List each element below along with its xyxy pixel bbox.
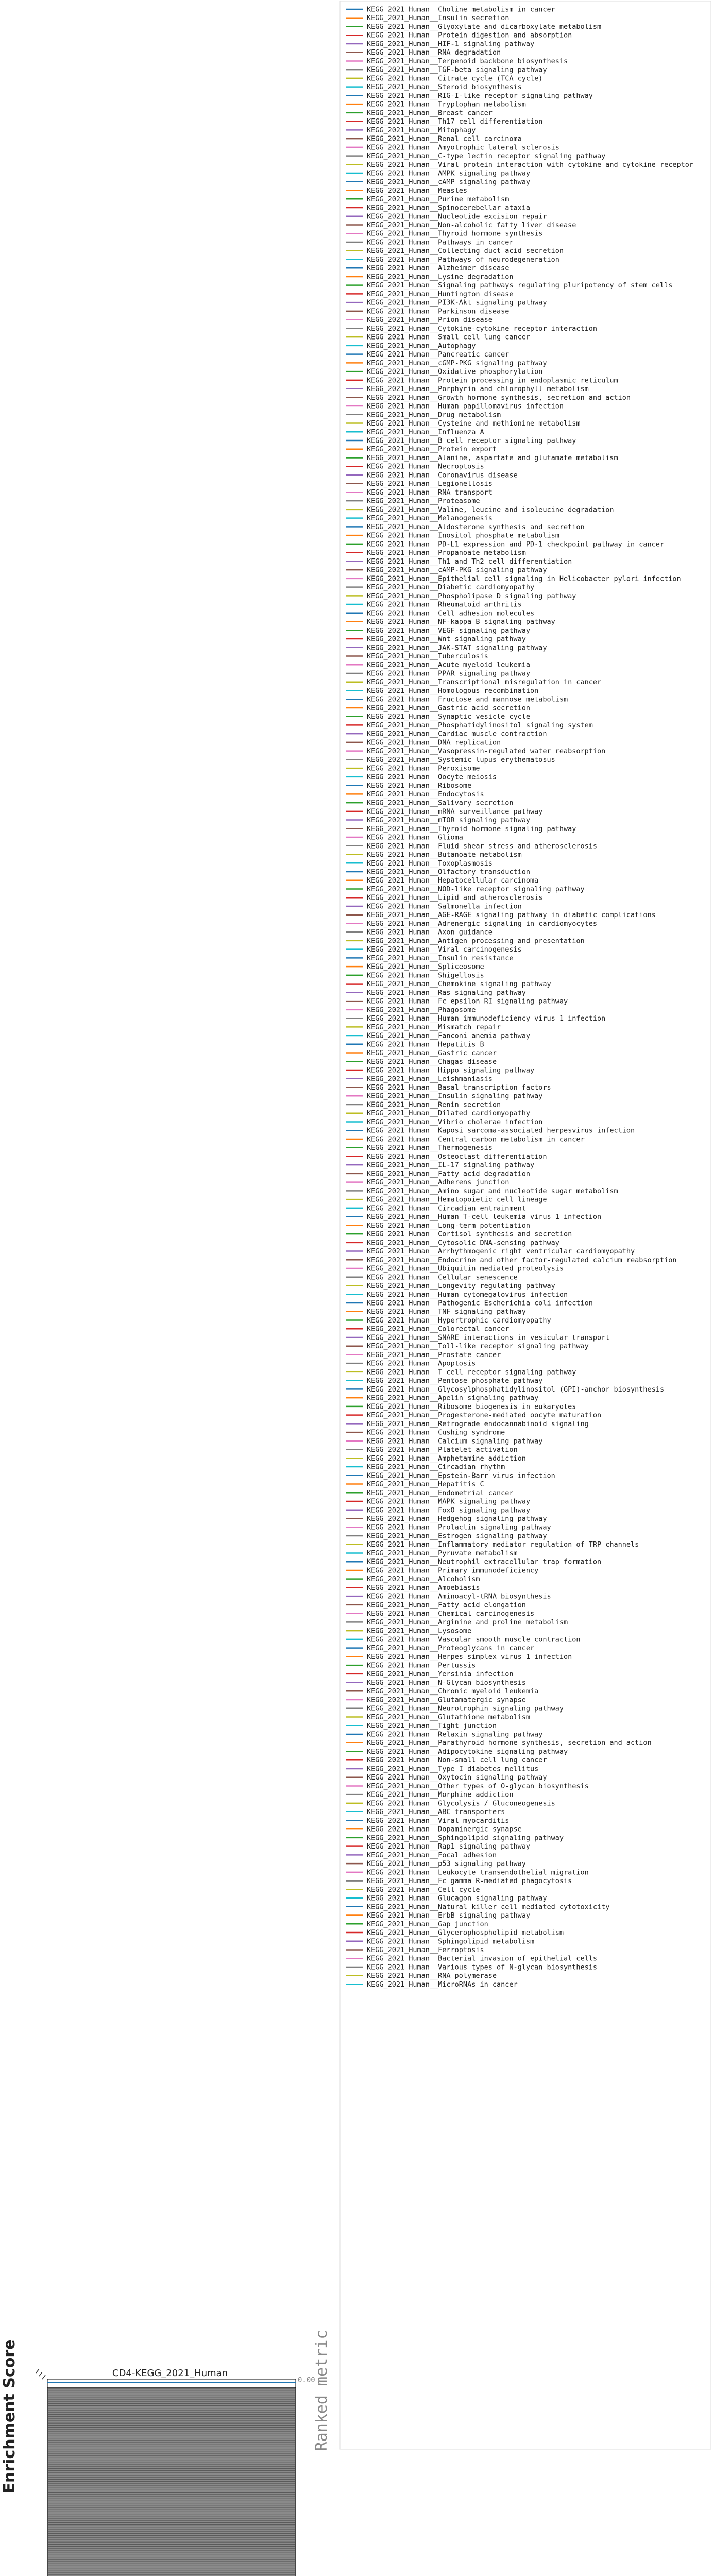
legend-entry: KEGG_2021_Human__PI3K-Akt signaling pathway [367,298,547,307]
legend-entry: KEGG_2021_Human__Human cytomegalovirus infection [367,1290,568,1299]
legend-entry: KEGG_2021_Human__Parathyroid hormone synthesis, secretion and action [367,1739,652,1748]
legend-entry: KEGG_2021_Human__Neutrophil extracellular trap formation [367,1557,602,1566]
legend-entry: KEGG_2021_Human__Glycosylphosphatidylinositol (GPI)-anchor biosynthesis [367,1385,665,1394]
legend-entry: KEGG_2021_Human__p53 signaling pathway [367,1859,526,1868]
legend-entry: KEGG_2021_Human__Cell adhesion molecules [367,609,535,618]
legend-entry: KEGG_2021_Human__Adrenergic signaling in cardiomyocytes [367,919,598,928]
legend-entry: KEGG_2021_Human__Glyoxylate and dicarboxylate metabolism [367,22,602,31]
legend-entry: KEGG_2021_Human__Non-alcoholic fatty liver disease [367,221,576,229]
legend-entry: KEGG_2021_Human__Measles [367,187,468,195]
legend-entry: KEGG_2021_Human__Protein export [367,445,497,454]
legend-entry: KEGG_2021_Human__Adherens junction [367,1178,510,1187]
legend-entry: KEGG_2021_Human__Thermogenesis [367,1144,493,1153]
legend-entry: KEGG_2021_Human__Alanine, aspartate and glutamate metabolism [367,453,618,462]
legend-entry: KEGG_2021_Human__Human papillomavirus infection [367,402,564,411]
legend-entry: KEGG_2021_Human__Chemokine signaling pathway [367,980,551,989]
y-tick [36,2369,39,2373]
legend-entry: KEGG_2021_Human__Salivary secretion [367,799,514,807]
legend-entry: KEGG_2021_Human__Natural killer cell mediated cytotoxicity [367,1903,610,1911]
legend-entry: KEGG_2021_Human__Hepatitis C [367,1480,484,1489]
legend-entry: KEGG_2021_Human__Systemic lupus erythematosus [367,755,555,764]
legend-entry: KEGG_2021_Human__TNF signaling pathway [367,1308,526,1316]
legend-entry: KEGG_2021_Human__FoxO signaling pathway [367,1506,530,1515]
legend-entry: KEGG_2021_Human__Morphine addiction [367,1790,514,1799]
legend-entry: KEGG_2021_Human__Cortisol synthesis and secretion [367,1230,572,1239]
legend-entry: KEGG_2021_Human__RNA polymerase [367,1972,497,1980]
legend-entry: KEGG_2021_Human__Diabetic cardiomyopathy [367,583,535,592]
legend-entry: KEGG_2021_Human__Tight junction [367,1721,497,1730]
legend-entry: KEGG_2021_Human__Epstein-Barr virus infection [367,1471,555,1480]
legend-entry: KEGG_2021_Human__Homologous recombination [367,686,539,695]
legend-entry: KEGG_2021_Human__Endocrine and other factor-regulated calcium reabsorption [367,1256,677,1264]
legend-entry: KEGG_2021_Human__Renal cell carcinoma [367,134,522,143]
legend-entry: KEGG_2021_Human__Growth hormone synthesis, secretion and action [367,393,631,402]
legend-entry: KEGG_2021_Human__Dilated cardiomyopathy [367,1109,530,1118]
legend-entry: KEGG_2021_Human__Relaxin signaling pathway [367,1730,543,1739]
legend-entry: KEGG_2021_Human__ErbB signaling pathway [367,1911,530,1920]
legend-entry: KEGG_2021_Human__Pancreatic cancer [367,350,510,359]
legend-entry: KEGG_2021_Human__Long-term potentiation [367,1221,530,1230]
legend-entry: KEGG_2021_Human__Gastric acid secretion [367,704,530,713]
legend-entry: KEGG_2021_Human__PPAR signaling pathway [367,669,530,678]
legend-entry: KEGG_2021_Human__Sphingolipid metabolism [367,1937,535,1946]
legend-entry: KEGG_2021_Human__Cysteine and methionine metabolism [367,419,581,428]
legend-entry: KEGG_2021_Human__ABC transporters [367,1808,505,1817]
legend-entry: KEGG_2021_Human__Tuberculosis [367,652,488,660]
legend-entry: KEGG_2021_Human__Bacterial invasion of epithelial cells [367,1954,598,1963]
legend-entry: KEGG_2021_Human__Osteoclast differentiation [367,1152,547,1161]
legend-entry: KEGG_2021_Human__Chemical carcinogenesis [367,1609,535,1618]
legend-entry: KEGG_2021_Human__Ubiquitin mediated proteolysis [367,1264,564,1273]
legend-entry: KEGG_2021_Human__Axon guidance [367,928,493,937]
enrichment-score-panel [47,2379,296,2387]
legend-entry: KEGG_2021_Human__Hypertrophic cardiomyopathy [367,1316,551,1325]
right-tick-label: 0.00 [298,2376,315,2384]
legend-entry: KEGG_2021_Human__Porphyrin and chlorophyll metabolism [367,385,589,394]
legend-entry: KEGG_2021_Human__Salmonella infection [367,902,522,911]
legend-entry: KEGG_2021_Human__Progesterone-mediated oocyte maturation [367,1411,602,1420]
legend-entry: KEGG_2021_Human__DNA replication [367,738,501,747]
legend-entry: KEGG_2021_Human__Pathways of neurodegeneration [367,255,559,264]
legend-entry: KEGG_2021_Human__Endocytosis [367,790,484,799]
legend-entry: KEGG_2021_Human__Shigellosis [367,971,484,980]
legend-entry: KEGG_2021_Human__Citrate cycle (TCA cycle) [367,74,543,83]
legend-entry: KEGG_2021_Human__Ribosome biogenesis in eukaryotes [367,1402,576,1411]
legend-entry: KEGG_2021_Human__Steroid biosynthesis [367,83,522,92]
legend-entry: KEGG_2021_Human__Ribosome [367,782,472,790]
legend-entry: KEGG_2021_Human__T cell receptor signaling pathway [367,1368,576,1377]
legend-entry: KEGG_2021_Human__Dopaminergic synapse [367,1825,522,1834]
legend-entry: KEGG_2021_Human__Prolactin signaling pathway [367,1523,551,1532]
legend-entry: KEGG_2021_Human__Vascular smooth muscle contraction [367,1635,581,1644]
legend-entry: KEGG_2021_Human__mTOR signaling pathway [367,816,530,825]
legend-entry: KEGG_2021_Human__Influenza A [367,428,484,436]
legend-entry: KEGG_2021_Human__Huntington disease [367,290,514,298]
legend-entry: KEGG_2021_Human__Human T-cell leukemia virus 1 infection [367,1213,602,1222]
legend-entry: KEGG_2021_Human__Gap junction [367,1920,488,1928]
legend-entry: KEGG_2021_Human__HIF-1 signaling pathway [367,40,535,48]
legend-entry: KEGG_2021_Human__Basal transcription factors [367,1083,551,1092]
legend-entry: KEGG_2021_Human__Pyruvate metabolism [367,1549,518,1557]
legend-entry: KEGG_2021_Human__Olfactory transduction [367,868,530,876]
legend-entry: KEGG_2021_Human__Lipid and atherosclerosis [367,893,543,902]
legend-entry: KEGG_2021_Human__VEGF signaling pathway [367,626,530,635]
legend-entry: KEGG_2021_Human__Synaptic vesicle cycle [367,713,530,721]
legend-entry: KEGG_2021_Human__Fanconi anemia pathway [367,1031,530,1040]
legend-entry: KEGG_2021_Human__B cell receptor signaling pathway [367,436,576,445]
legend-entry: KEGG_2021_Human__Protein digestion and absorption [367,31,572,40]
legend-entry: KEGG_2021_Human__Glycolysis / Gluconeogenesis [367,1799,555,1808]
legend-entry: KEGG_2021_Human__Th17 cell differentiation [367,117,543,126]
legend-entry: KEGG_2021_Human__Focal adhesion [367,1851,497,1859]
legend-entry: KEGG_2021_Human__SNARE interactions in vesicular transport [367,1333,610,1342]
legend-entry: KEGG_2021_Human__Kaposi sarcoma-associated herpesvirus infection [367,1126,635,1135]
legend-entry: KEGG_2021_Human__Wnt signaling pathway [367,635,526,643]
legend-entry: KEGG_2021_Human__Leukocyte transendothelial migration [367,1868,589,1877]
legend-entry: KEGG_2021_Human__Yersinia infection [367,1670,514,1679]
legend-entry: KEGG_2021_Human__Peroxisome [367,764,480,773]
legend-entry: KEGG_2021_Human__Nucleotide excision repair [367,212,547,221]
legend-entry: KEGG_2021_Human__Signaling pathways regulating pluripotency of stem cells [367,281,673,290]
legend-entry: KEGG_2021_Human__IL-17 signaling pathway [367,1161,535,1170]
legend-entry: KEGG_2021_Human__NOD-like receptor signaling pathway [367,885,585,893]
legend-entry: KEGG_2021_Human__Pathways in cancer [367,238,514,247]
legend-entry: KEGG_2021_Human__Type I diabetes mellitus [367,1765,539,1773]
legend-entry: KEGG_2021_Human__Cushing syndrome [367,1428,505,1437]
legend-entry: KEGG_2021_Human__Prostate cancer [367,1350,501,1359]
legend-entry: KEGG_2021_Human__Fc epsilon RI signaling pathway [367,997,568,1006]
legend-entry: KEGG_2021_Human__Colorectal cancer [367,1325,510,1333]
legend-entry: KEGG_2021_Human__Inositol phosphate metabolism [367,531,559,540]
legend-entry: KEGG_2021_Human__Fluid shear stress and atherosclerosis [367,842,598,851]
legend-entry: KEGG_2021_Human__Propanoate metabolism [367,549,526,557]
legend-entry: KEGG_2021_Human__Aldosterone synthesis and secretion [367,522,585,531]
legend-entry: KEGG_2021_Human__TGF-beta signaling pathway [367,65,547,74]
legend-entry: KEGG_2021_Human__Adipocytokine signaling pathway [367,1747,568,1756]
legend-entry: KEGG_2021_Human__Acute myeloid leukemia [367,660,530,669]
legend-entry: KEGG_2021_Human__Chronic myeloid leukemia [367,1687,539,1696]
legend-entry: KEGG_2021_Human__Glucagon signaling pathway [367,1894,547,1903]
legend-entry: KEGG_2021_Human__Phospholipase D signaling pathway [367,591,576,600]
legend-entry: KEGG_2021_Human__MAPK signaling pathway [367,1497,530,1506]
legend-entry: KEGG_2021_Human__Viral myocarditis [367,1816,510,1825]
legend-entry: KEGG_2021_Human__Amphetamine addiction [367,1454,526,1463]
legend-entry: KEGG_2021_Human__Spinocerebellar ataxia [367,204,530,212]
legend-entry: KEGG_2021_Human__Cell cycle [367,1885,480,1894]
legend-entry: KEGG_2021_Human__Rheumatoid arthritis [367,600,522,609]
legend-entry: KEGG_2021_Human__Chagas disease [367,1057,497,1066]
legend-entry: KEGG_2021_Human__Viral carcinogenesis [367,945,522,954]
legend-entry: KEGG_2021_Human__Insulin resistance [367,954,514,962]
legend-entry: KEGG_2021_Human__Toll-like receptor signaling pathway [367,1342,589,1351]
legend-entry: KEGG_2021_Human__AGE-RAGE signaling pathway in diabetic complications [367,911,656,920]
legend-entry: KEGG_2021_Human__Necroptosis [367,462,484,471]
legend-entry: KEGG_2021_Human__Fructose and mannose metabolism [367,695,568,704]
y-axis-label: Enrichment Score [1,2339,19,2494]
legend-entry: KEGG_2021_Human__Herpes simplex virus 1 infection [367,1652,572,1661]
legend-entry: KEGG_2021_Human__Gastric cancer [367,1049,497,1058]
legend-entry: KEGG_2021_Human__Epithelial cell signaling in Helicobacter pylori infection [367,574,681,583]
legend-entry: KEGG_2021_Human__Arrhythmogenic right ventricular cardiomyopathy [367,1247,635,1256]
legend-entry: KEGG_2021_Human__Apelin signaling pathway [367,1394,539,1402]
legend-entry: KEGG_2021_Human__Estrogen signaling pathway [367,1532,547,1540]
legend-entry: KEGG_2021_Human__Purine metabolism [367,195,510,204]
legend-entry: KEGG_2021_Human__Circadian entrainment [367,1204,526,1213]
y-tick [39,2372,42,2376]
legend-entry: KEGG_2021_Human__AMPK signaling pathway [367,169,530,178]
legend-entry: KEGG_2021_Human__Protein processing in endoplasmic reticulum [367,376,618,385]
legend-entry: KEGG_2021_Human__Fatty acid elongation [367,1601,526,1609]
legend-entry: KEGG_2021_Human__Breast cancer [367,109,493,117]
legend-entry: KEGG_2021_Human__Non-small cell lung cancer [367,1756,547,1765]
legend-entry: KEGG_2021_Human__Hepatocellular carcinoma [367,876,539,885]
legend-entry: KEGG_2021_Human__Apoptosis [367,1359,476,1368]
legend-entry: KEGG_2021_Human__JAK-STAT signaling pathway [367,643,547,652]
legend-entry: KEGG_2021_Human__RNA transport [367,488,493,497]
legend-entry: KEGG_2021_Human__Phosphatidylinositol signaling system [367,721,593,730]
legend-entry: KEGG_2021_Human__Thyroid hormone synthesis [367,229,543,238]
legend-entry: KEGG_2021_Human__Human immunodeficiency virus 1 infection [367,1014,606,1023]
legend-entry: KEGG_2021_Human__Sphingolipid signaling pathway [367,1834,564,1842]
y-tick [42,2375,45,2379]
legend-entry: KEGG_2021_Human__Renin secretion [367,1100,501,1109]
legend-entry: KEGG_2021_Human__Collecting duct acid secretion [367,247,564,256]
legend-entry: KEGG_2021_Human__Small cell lung cancer [367,333,530,342]
legend-entry: KEGG_2021_Human__Neurotrophin signaling pathway [367,1704,564,1713]
legend-entry: KEGG_2021_Human__Amino sugar and nucleotide sugar metabolism [367,1187,618,1195]
legend-entry: KEGG_2021_Human__Platelet activation [367,1446,518,1454]
legend-entry: KEGG_2021_Human__Cytokine-cytokine receptor interaction [367,324,598,333]
plot-area [1,2330,331,2576]
legend-entry: KEGG_2021_Human__Antigen processing and presentation [367,937,585,945]
legend-entry: KEGG_2021_Human__Lysosome [367,1626,472,1635]
legend-entry: KEGG_2021_Human__Proteoglycans in cancer [367,1644,535,1653]
legend-entry: KEGG_2021_Human__N-Glycan biosynthesis [367,1679,526,1687]
legend-entry: KEGG_2021_Human__Pentose phosphate pathway [367,1377,543,1385]
legend-entry: KEGG_2021_Human__MicroRNAs in cancer [367,1980,518,1989]
legend-entry: KEGG_2021_Human__Hepatitis B [367,1040,484,1049]
legend-entry: KEGG_2021_Human__Glycerophospholipid metabolism [367,1928,564,1937]
legend-entry: KEGG_2021_Human__Viral protein interaction with cytokine and cytokine receptor [367,160,693,169]
legend-entry: KEGG_2021_Human__Glutathione metabolism [367,1713,530,1722]
legend-entry: KEGG_2021_Human__Pertussis [367,1661,476,1670]
legend-entry: KEGG_2021_Human__Parkinson disease [367,307,510,316]
legend-entry: KEGG_2021_Human__cAMP-PKG signaling pathway [367,566,547,574]
legend-entry: KEGG_2021_Human__Leishmaniasis [367,1075,493,1083]
legend-entry: KEGG_2021_Human__Cellular senescence [367,1273,518,1282]
legend-entry: KEGG_2021_Human__Various types of N-glycan biosynthesis [367,1963,598,1972]
legend-entry: KEGG_2021_Human__Thyroid hormone signaling pathway [367,824,576,833]
legend-entry: KEGG_2021_Human__Butanoate metabolism [367,851,522,859]
legend-entry: KEGG_2021_Human__Valine, leucine and isoleucine degradation [367,505,614,514]
y-axis-label-right: Ranked metric [313,2330,331,2451]
legend-entry: KEGG_2021_Human__Melanogenesis [367,514,493,523]
legend-entry: KEGG_2021_Human__Lysine degradation [367,273,514,281]
legend-entry: KEGG_2021_Human__Central carbon metabolism in cancer [367,1135,585,1144]
legend-entry: KEGG_2021_Human__C-type lectin receptor signaling pathway [367,152,606,161]
left-axis-ticks [36,2369,45,2379]
legend-entry: KEGG_2021_Human__Pathogenic Escherichia coli infection [367,1299,593,1308]
legend-entry: KEGG_2021_Human__mRNA surveillance pathway [367,807,543,816]
legend-entry: KEGG_2021_Human__Tryptophan metabolism [367,100,526,109]
legend-entry: KEGG_2021_Human__Oxidative phosphorylation [367,367,543,376]
legend-entry: KEGG_2021_Human__Cardiac muscle contraction [367,730,547,738]
legend-entry: KEGG_2021_Human__Insulin signaling pathway [367,1092,543,1100]
legend-entry: KEGG_2021_Human__Choline metabolism in cancer [367,5,555,14]
legend-entry: KEGG_2021_Human__Calcium signaling pathway [367,1437,543,1446]
legend-entry: KEGG_2021_Human__Mitophagy [367,126,476,134]
legend-entry: KEGG_2021_Human__Aminoacyl-tRNA biosynthesis [367,1592,551,1601]
legend-entry: KEGG_2021_Human__Vibrio cholerae infection [367,1117,543,1126]
legend-entry: KEGG_2021_Human__Th1 and Th2 cell differentiation [367,557,572,566]
legend-entry: KEGG_2021_Human__Alzheimer disease [367,264,510,273]
legend-entry: KEGG_2021_Human__Primary immunodeficiency [367,1566,539,1575]
legend-entry: KEGG_2021_Human__Hedgehog signaling pathway [367,1515,547,1523]
legend-entry: KEGG_2021_Human__Circadian rhythm [367,1463,505,1471]
legend-entry: KEGG_2021_Human__Coronavirus disease [367,471,518,480]
legend-entry: KEGG_2021_Human__Glioma [367,833,463,842]
legend-entry: KEGG_2021_Human__Hematopoietic cell lineage [367,1195,547,1204]
legend-entry: KEGG_2021_Human__Mismatch repair [367,1023,501,1031]
legend-entry: KEGG_2021_Human__Endometrial cancer [367,1488,514,1497]
chart-title: CD4-KEGG_2021_Human [112,2368,228,2379]
legend-entry: KEGG_2021_Human__Hippo signaling pathway [367,1066,535,1075]
legend-entry: KEGG_2021_Human__Oxytocin signaling pathway [367,1773,547,1782]
legend-entry: KEGG_2021_Human__Insulin secretion [367,14,510,23]
legend-entry: KEGG_2021_Human__Drug metabolism [367,411,501,419]
legend-entry: KEGG_2021_Human__Vasopressin-regulated water reabsorption [367,747,606,756]
legend-entry: KEGG_2021_Human__Prion disease [367,316,493,325]
legend-entry: KEGG_2021_Human__Inflammatory mediator regulation of TRP channels [367,1540,639,1549]
legend-entry: KEGG_2021_Human__Spliceosome [367,962,484,971]
legend-entry: KEGG_2021_Human__RIG-I-like receptor signaling pathway [367,91,593,100]
legend-entry: KEGG_2021_Human__Amoebiasis [367,1583,480,1592]
legend-entry: KEGG_2021_Human__Toxoplasmosis [367,859,493,868]
legend-entry: KEGG_2021_Human__NF-kappa B signaling pathway [367,618,555,626]
legend-entry: KEGG_2021_Human__Alcoholism [367,1575,480,1584]
legend-entry: KEGG_2021_Human__Proteasome [367,497,480,505]
legend-entry: KEGG_2021_Human__RNA degradation [367,48,501,57]
legend-entry: KEGG_2021_Human__cAMP signaling pathway [367,178,530,187]
legend-entry: KEGG_2021_Human__PD-L1 expression and PD-1 checkpoint pathway in cancer [367,540,665,549]
legend-entry: KEGG_2021_Human__Glutamatergic synapse [367,1696,526,1704]
legend-entry: KEGG_2021_Human__Transcriptional misregulation in cancer [367,678,602,687]
legend-entry: KEGG_2021_Human__Rap1 signaling pathway [367,1842,530,1851]
legend-entry: KEGG_2021_Human__Other types of O-glycan biosynthesis [367,1782,589,1790]
legend-entry: KEGG_2021_Human__Fc gamma R-mediated phagocytosis [367,1877,572,1886]
legend-entry: KEGG_2021_Human__Cytosolic DNA-sensing pathway [367,1239,559,1247]
legend-entry: KEGG_2021_Human__Longevity regulating pathway [367,1282,555,1291]
legend-entry: KEGG_2021_Human__Amyotrophic lateral sclerosis [367,143,559,152]
legend-entry: KEGG_2021_Human__Phagosome [367,1006,476,1014]
legend-entry: KEGG_2021_Human__Legionellosis [367,480,493,488]
legend [340,1,711,2449]
legend-entry: KEGG_2021_Human__Terpenoid backbone biosynthesis [367,57,568,65]
legend-entry: KEGG_2021_Human__Oocyte meiosis [367,773,497,782]
legend-entry: KEGG_2021_Human__Autophagy [367,342,476,350]
legend-entry: KEGG_2021_Human__Ras signaling pathway [367,988,526,997]
legend-entry: KEGG_2021_Human__Retrograde endocannabinoid signaling [367,1419,589,1428]
legend-entry: KEGG_2021_Human__Ferroptosis [367,1946,484,1954]
legend-entry: KEGG_2021_Human__Fatty acid degradation [367,1170,530,1178]
legend-entry: KEGG_2021_Human__Arginine and proline metabolism [367,1618,568,1626]
legend-entry: KEGG_2021_Human__cGMP-PKG signaling pathway [367,359,547,367]
